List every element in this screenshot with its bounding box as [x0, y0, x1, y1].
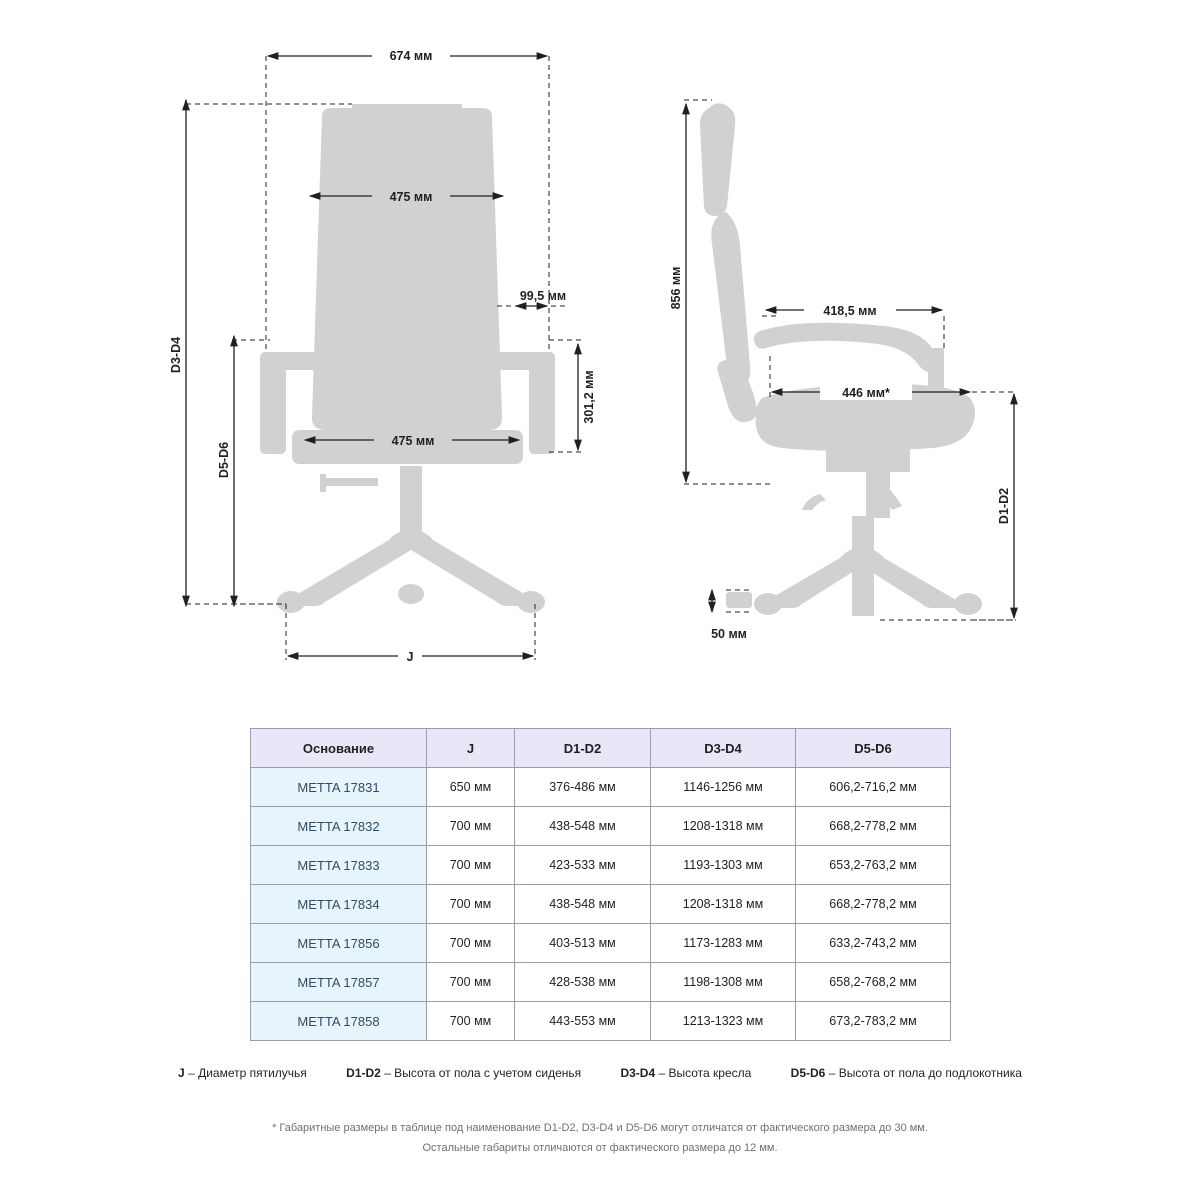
cell-model: METTA 17831: [251, 768, 427, 807]
cell-d1d2: 376-486 мм: [515, 768, 651, 807]
cell-d1d2: 438-548 мм: [515, 885, 651, 924]
dim-label-674: 674 мм: [389, 49, 433, 63]
dim-label-99-5: 99,5 мм: [519, 289, 567, 303]
cell-j: 700 мм: [427, 807, 515, 846]
dim-d3-d4-front: [169, 100, 186, 606]
cell-d3d4: 1198-1308 мм: [651, 963, 796, 1002]
cell-model: METTA 17858: [251, 1002, 427, 1041]
table-row: [251, 885, 951, 924]
specifications-table: [250, 728, 951, 1041]
dim-armrest-offset: [516, 289, 566, 306]
cell-d3d4: 1213-1323 мм: [651, 1002, 796, 1041]
footnote-1: * Габаритные размеры в таблице под наименование D1-D2, D3-D4 и D5-D6 могут отличатся от фактического размера до 30 мм.: [272, 1122, 928, 1134]
dim-label-d3-d4: D3-D4: [169, 336, 183, 374]
cell-d5d6: 633,2-743,2 мм: [796, 924, 951, 963]
dim-label-418-5: 418,5 мм: [823, 304, 877, 318]
column-header-d1d2: D1-D2: [515, 729, 651, 768]
dim-label-856: 856 мм: [669, 266, 683, 310]
legend-item-d5d6: [791, 1066, 1022, 1080]
dim-label-446: 446 мм*: [842, 386, 890, 400]
dim-label-301-2: 301,2 мм: [582, 370, 596, 424]
cell-d1d2: 428-538 мм: [515, 963, 651, 1002]
legend: [0, 1066, 1200, 1080]
dim-armrest-depth: [766, 300, 942, 318]
cell-model: METTA 17833: [251, 846, 427, 885]
cell-model: METTA 17857: [251, 963, 427, 1002]
dim-armrest-height: [578, 344, 596, 450]
cell-j: 650 мм: [427, 768, 515, 807]
table-row: [251, 924, 951, 963]
dim-label-475-back: 475 мм: [389, 190, 433, 204]
dim-d5-d6-front: [217, 336, 234, 606]
legend-key-j: J: [178, 1066, 185, 1080]
cell-d5d6: 668,2-778,2 мм: [796, 807, 951, 846]
cell-d3d4: 1193-1303 мм: [651, 846, 796, 885]
dim-label-50: 50 мм: [711, 627, 747, 641]
cell-j: 700 мм: [427, 1002, 515, 1041]
cell-d1d2: 403-513 мм: [515, 924, 651, 963]
cell-j: 700 мм: [427, 885, 515, 924]
cell-d3d4: 1208-1318 мм: [651, 807, 796, 846]
legend-key-d1d2: D1-D2: [346, 1066, 381, 1080]
table-row: [251, 963, 951, 1002]
legend-text-j: – Диаметр пятилучья: [184, 1066, 307, 1080]
cell-d1d2: 423-533 мм: [515, 846, 651, 885]
cell-model: METTA 17834: [251, 885, 427, 924]
legend-item-d3d4: [620, 1066, 751, 1080]
cell-d1d2: 438-548 мм: [515, 807, 651, 846]
column-header-d3d4: D3-D4: [651, 729, 796, 768]
dim-label-j: J: [406, 650, 414, 664]
legend-text-d5d6: – Высота от пола до подлокотника: [825, 1066, 1022, 1080]
cell-d1d2: 443-553 мм: [515, 1002, 651, 1041]
dim-back-height: [669, 104, 686, 482]
cell-d3d4: 1146-1256 мм: [651, 768, 796, 807]
cell-d5d6: 606,2-716,2 мм: [796, 768, 951, 807]
cell-d5d6: 653,2-763,2 мм: [796, 846, 951, 885]
legend-text-d1d2: – Высота от пола с учетом сиденья: [380, 1066, 582, 1080]
dim-label-d1-d2: D1-D2: [997, 487, 1011, 525]
footnotes: [0, 1118, 1200, 1158]
column-header-d5d6: D5-D6: [796, 729, 951, 768]
cell-model: METTA 17832: [251, 807, 427, 846]
table-row: [251, 768, 951, 807]
cell-d5d6: 668,2-778,2 мм: [796, 885, 951, 924]
cell-d3d4: 1208-1318 мм: [651, 885, 796, 924]
dim-width-total: [268, 46, 547, 64]
legend-text-d3d4: – Высота кресла: [655, 1066, 752, 1080]
legend-key-d3d4: D3-D4: [620, 1066, 656, 1080]
dim-base-diameter: [288, 646, 533, 664]
cell-j: 700 мм: [427, 924, 515, 963]
table-header-row: [251, 729, 951, 768]
cell-j: 700 мм: [427, 963, 515, 1002]
specifications-table-wrapper: [250, 728, 950, 1041]
dim-label-475-seat: 475 мм: [391, 434, 435, 448]
cell-model: METTA 17856: [251, 924, 427, 963]
legend-item-j: [178, 1066, 307, 1080]
cell-j: 700 мм: [427, 846, 515, 885]
dim-d1-d2-side: [997, 394, 1014, 618]
footnote-2: Остальные габариты отличаются от фактического размера до 12 мм.: [422, 1142, 778, 1154]
front-view-chair: [260, 104, 555, 613]
legend-key-d5d6: D5-D6: [790, 1066, 826, 1080]
table-row: [251, 846, 951, 885]
column-header-base: Основание: [251, 729, 427, 768]
table-row: [251, 807, 951, 846]
cell-d3d4: 1173-1283 мм: [651, 924, 796, 963]
side-view-chair: [700, 103, 982, 616]
dim-label-d5-d6: D5-D6: [217, 441, 231, 479]
table-row: [251, 1002, 951, 1041]
legend-item-d1d2: [346, 1066, 581, 1080]
cell-d5d6: 673,2-783,2 мм: [796, 1002, 951, 1041]
cell-d5d6: 658,2-768,2 мм: [796, 963, 951, 1002]
column-header-j: J: [427, 729, 515, 768]
